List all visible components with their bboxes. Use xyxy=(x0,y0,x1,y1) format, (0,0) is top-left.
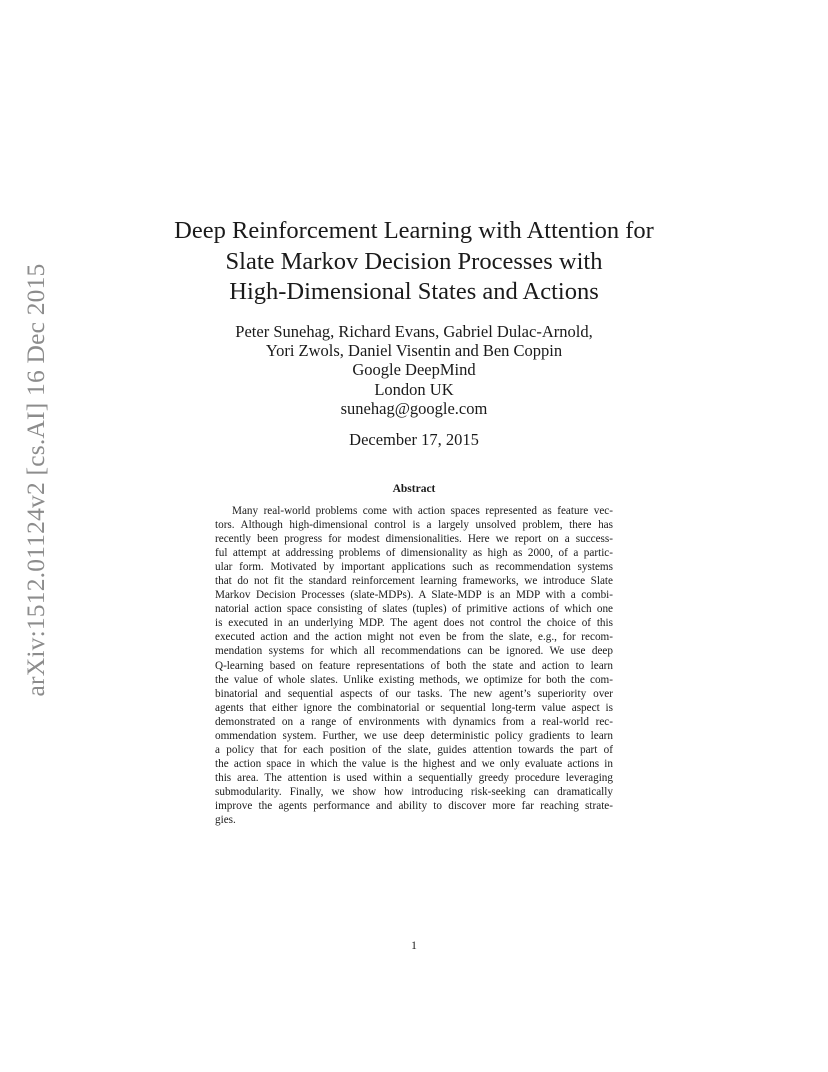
paper-title xyxy=(0,216,828,308)
author-names-line: Yori Zwols, Daniel Visentin and Ben Coppin xyxy=(265,341,563,361)
abstract-line: the action space in which the value is the highest and we only evaluate actions in xyxy=(215,757,613,770)
title-line: Slate Markov Decision Processes with xyxy=(225,247,603,275)
contact-email: sunehag@google.com xyxy=(340,398,488,418)
abstract-line: improve the agents performance and ability to discover more far reaching strate- xyxy=(215,799,613,812)
abstract-line: that do not fit the standard reinforcement learning frameworks, we introduce Slate xyxy=(215,575,613,588)
abstract-line: Markov Decision Processes (slate-MDPs). A Slate-MDP is an MDP with a combi- xyxy=(215,589,613,602)
location: London UK xyxy=(374,379,454,399)
arxiv-identifier-text: arXiv:1512.01124v2 [cs.AI] 16 Dec 2015 xyxy=(21,263,50,697)
abstract-line: demonstrated on a range of environments with dynamics from a real-world rec- xyxy=(215,715,613,728)
abstract-line: Many real-world problems come with action spaces represented as feature vec- xyxy=(232,505,613,517)
abstract-line: this area. The attention is used within a sequentially greedy procedure leveraging xyxy=(215,771,613,784)
title-line: High-Dimensional States and Actions xyxy=(229,278,599,305)
abstract-line: tors. Although high-dimensional control is a largely unsolved problem, there has xyxy=(215,519,613,532)
abstract-line: is executed in an underlying MDP. The agent does not control the choice of this xyxy=(215,617,613,630)
abstract-heading: Abstract xyxy=(392,483,436,495)
abstract-line: mendation systems for which all recommendations can be ignored. We use deep xyxy=(215,645,613,658)
abstract-line: a policy that for each position of the slate, guides attention towards the part of xyxy=(215,743,613,756)
abstract-line: gies. xyxy=(215,814,236,827)
abstract-line: recently been progress for modest dimensionalities. Here we report on a success- xyxy=(215,533,613,546)
author-block xyxy=(0,322,828,418)
abstract-line: Q-learning based on feature representations of both the state and action to learn xyxy=(215,659,613,672)
affiliation: Google DeepMind xyxy=(352,360,476,380)
abstract-line: executed action and the action might not even be from the slate, e.g., for recom- xyxy=(215,631,613,644)
abstract-line: natorial action space consisting of slates (tuples) of primitive actions of which one xyxy=(215,603,613,616)
abstract-line: ular form. Motivated by important applications such as recommendation systems xyxy=(215,561,613,574)
author-names-line: Peter Sunehag, Richard Evans, Gabriel Dulac-Arnold, xyxy=(235,322,593,341)
abstract-line: agents that either ignore the combinatorial or sequential long-term value aspect is xyxy=(215,701,613,714)
page-number: 1 xyxy=(411,940,417,952)
abstract-line: submodularity. Finally, we show how introducing risk-seeking can dramatically xyxy=(215,785,613,798)
abstract-line: ful attempt at addressing problems of dimensionality as high as 2000, of a partic- xyxy=(215,547,613,560)
abstract-body xyxy=(215,504,613,827)
paper-date: December 17, 2015 xyxy=(349,430,479,449)
abstract-line: the value of whole slates. Unlike existing methods, we optimize for both the com- xyxy=(215,673,613,686)
abstract-line: ommendation system. Further, we use deep deterministic policy gradients to learn xyxy=(215,729,613,742)
title-line: Deep Reinforcement Learning with Attention for xyxy=(174,217,654,244)
abstract-line: binatorial and sequential aspects of our tasks. The new agent’s superiority over xyxy=(215,687,613,700)
